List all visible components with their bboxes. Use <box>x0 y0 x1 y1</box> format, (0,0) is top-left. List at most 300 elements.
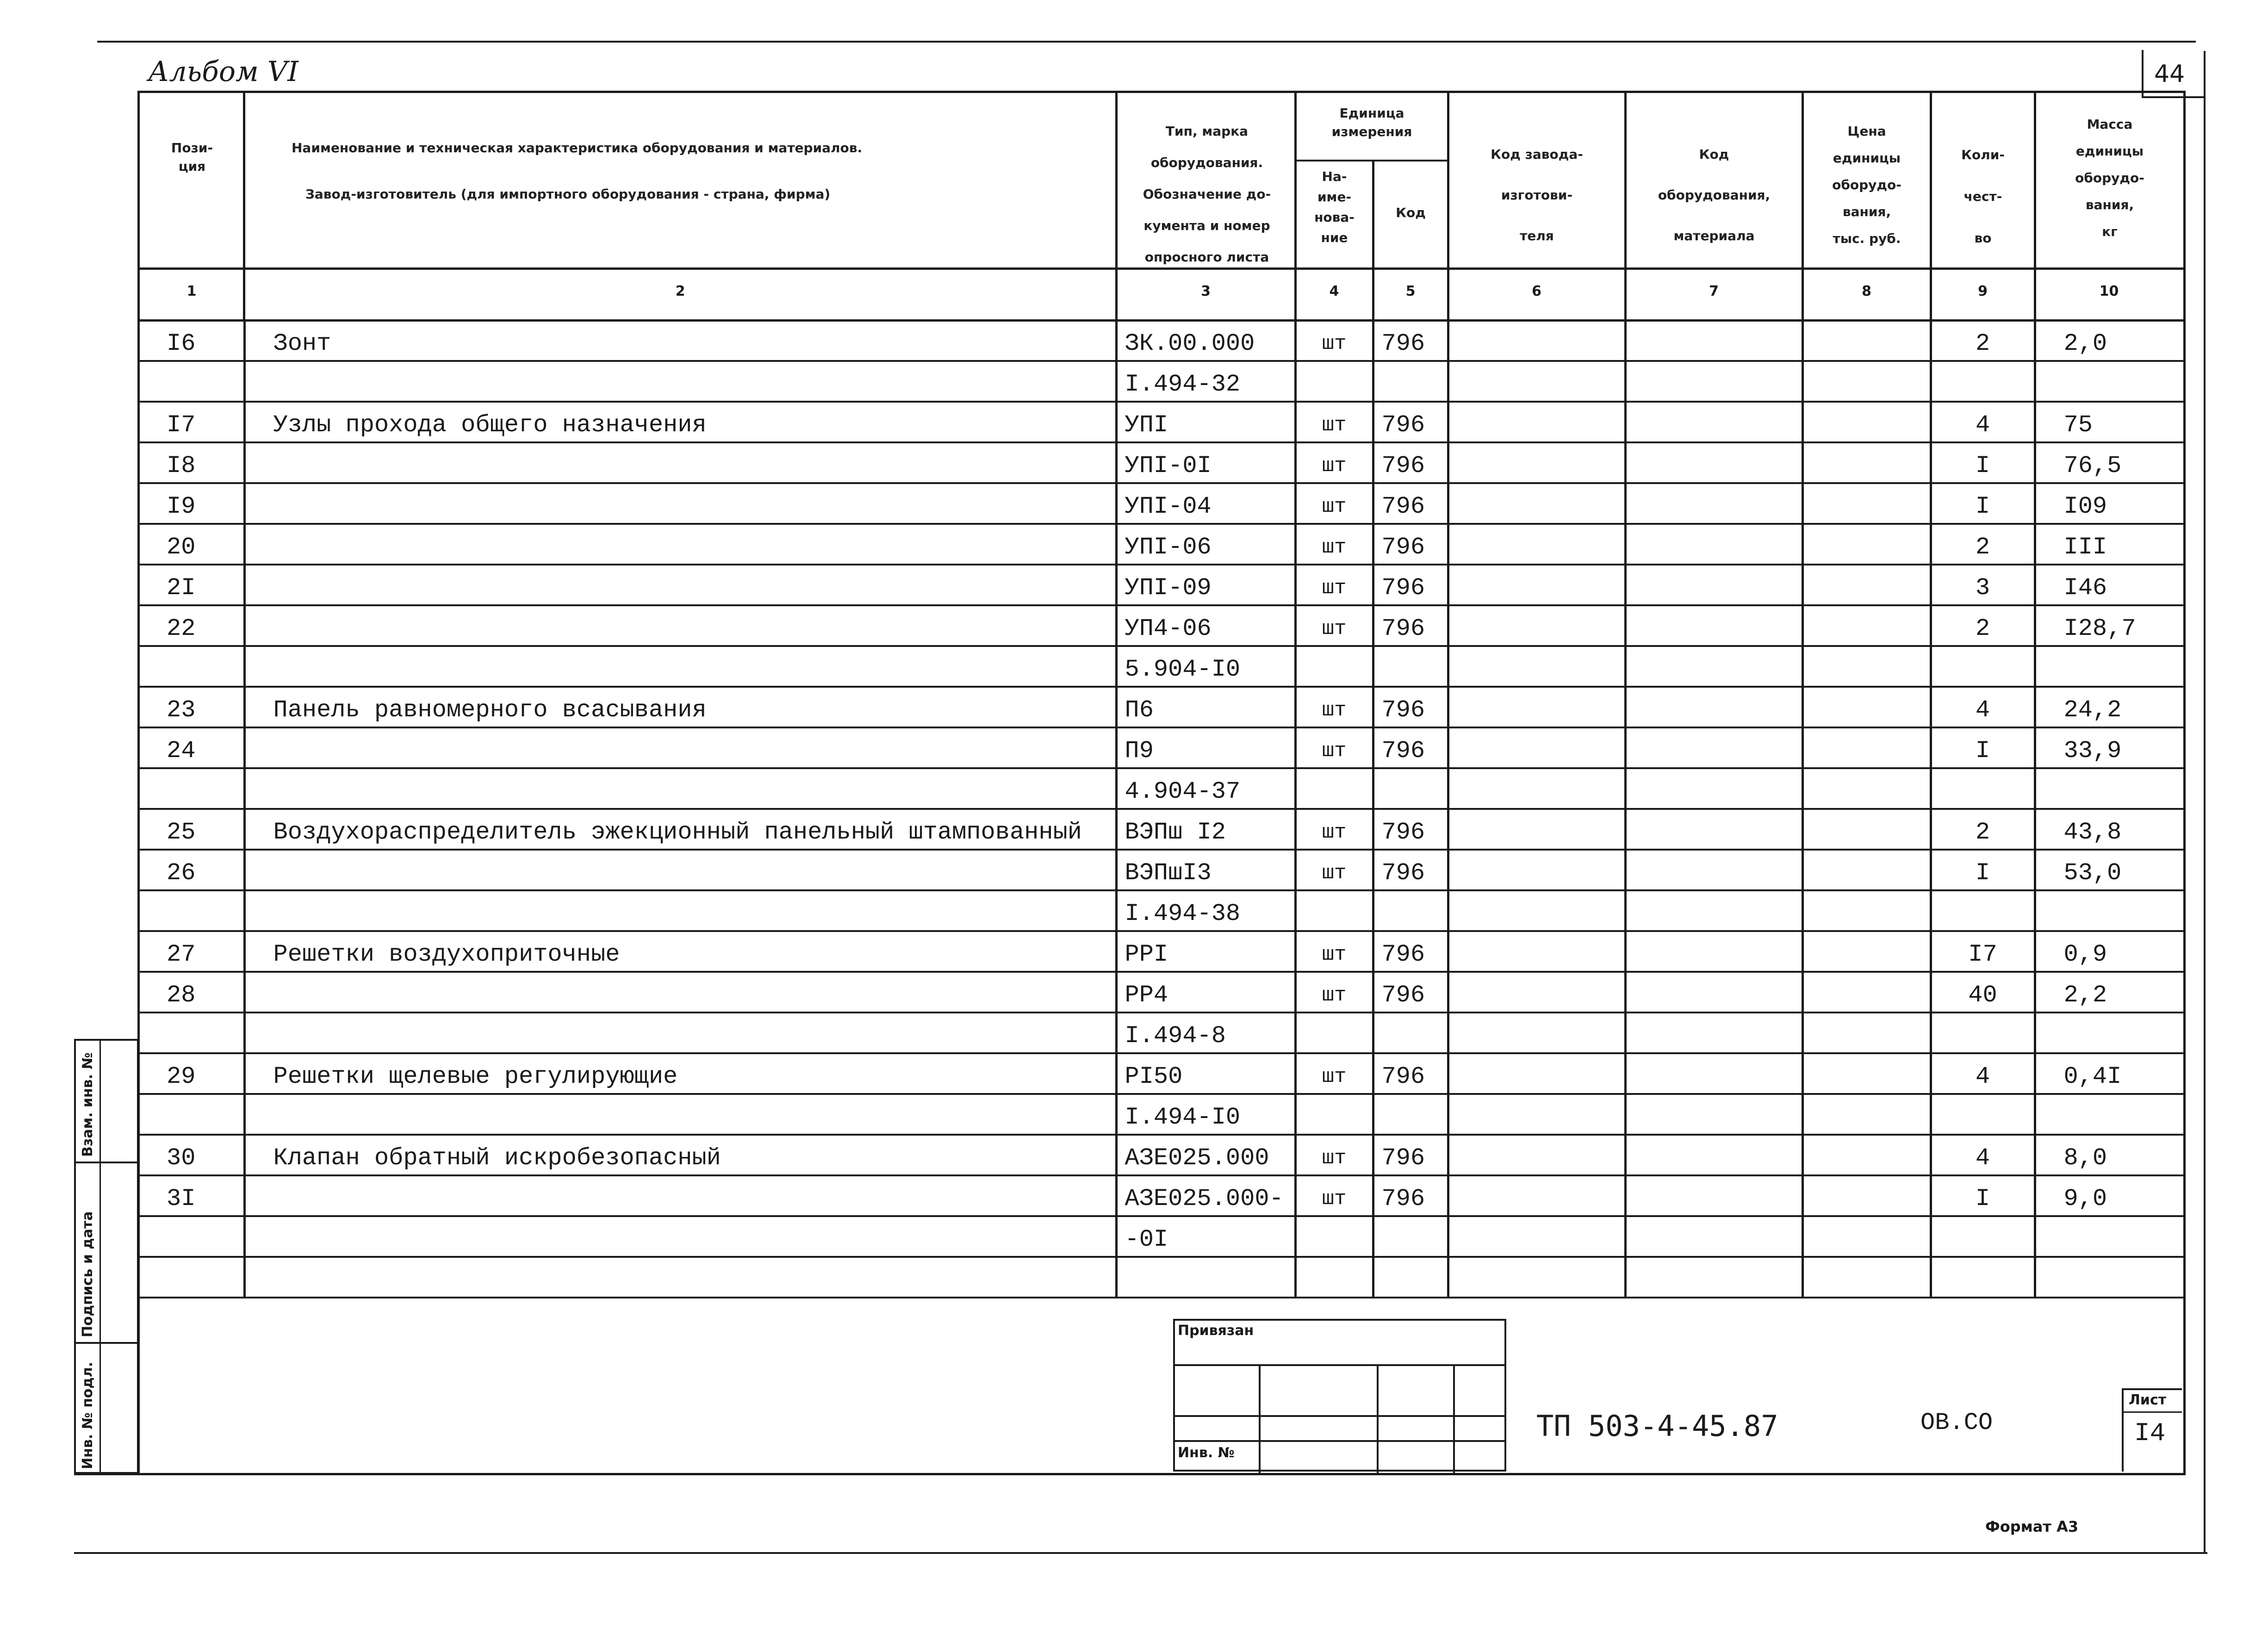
factory-code-cell <box>1448 402 1625 442</box>
equipment-code-cell <box>1625 605 1802 646</box>
table-row <box>139 890 2183 931</box>
type-cell: УПI-0I <box>1116 442 1295 483</box>
price-cell <box>1802 442 1931 483</box>
equipment-code-cell <box>1625 1216 1802 1257</box>
spec-body <box>139 321 2183 1298</box>
table-row <box>139 1175 2183 1216</box>
right-border <box>2204 51 2206 1554</box>
colnum-6: 6 <box>1532 283 1541 299</box>
position-cell: 22 <box>139 605 244 646</box>
table-row <box>139 1257 2183 1298</box>
type-cell: П9 <box>1116 727 1295 768</box>
price-cell <box>1802 1216 1931 1257</box>
mass-cell <box>2035 768 2183 809</box>
factory-code-cell <box>1448 565 1625 605</box>
equipment-code-cell <box>1625 442 1802 483</box>
mass-cell: 33,9 <box>2035 727 2183 768</box>
position-cell: 30 <box>139 1135 244 1175</box>
position-cell <box>139 1013 244 1053</box>
type-cell: РР4 <box>1116 972 1295 1013</box>
price-cell <box>1802 768 1931 809</box>
quantity-cell: I <box>1931 442 2035 483</box>
name-cell <box>244 361 1116 402</box>
type-cell: I.494-I0 <box>1116 1094 1295 1135</box>
mass-cell: 43,8 <box>2035 809 2183 850</box>
unit-code-cell: 796 <box>1373 605 1448 646</box>
unit-name-cell <box>1295 890 1373 931</box>
position-cell <box>139 646 244 687</box>
quantity-cell <box>1931 890 2035 931</box>
table-row <box>139 646 2183 687</box>
table-row <box>139 1094 2183 1135</box>
equipment-code-cell <box>1625 1013 1802 1053</box>
unit-code-cell <box>1373 768 1448 809</box>
mass-cell <box>2035 646 2183 687</box>
name-cell <box>244 442 1116 483</box>
type-cell: РI50 <box>1116 1053 1295 1094</box>
unit-code-cell: 796 <box>1373 1053 1448 1094</box>
mass-cell: I28,7 <box>2035 605 2183 646</box>
type-cell: ЗК.00.000 <box>1116 321 1295 361</box>
quantity-cell: I7 <box>1931 931 2035 972</box>
unit-name-cell: шт <box>1295 605 1373 646</box>
top-border <box>97 41 2196 43</box>
equipment-code-cell <box>1625 890 1802 931</box>
position-cell <box>139 1094 244 1135</box>
type-cell: I.494-38 <box>1116 890 1295 931</box>
mass-cell: 2,0 <box>2035 321 2183 361</box>
price-cell <box>1802 1175 1931 1216</box>
price-cell <box>1802 524 1931 565</box>
table-row <box>139 605 2183 646</box>
unit-name-cell: шт <box>1295 1135 1373 1175</box>
equipment-code-cell <box>1625 727 1802 768</box>
format-label: Формат А3 <box>1985 1518 2079 1535</box>
header-col6: Код завода- изготови- теля <box>1491 147 1583 243</box>
unit-code-cell: 796 <box>1373 483 1448 524</box>
factory-code-cell <box>1448 1135 1625 1175</box>
type-cell: АЗЕ025.000- <box>1116 1175 1295 1216</box>
unit-name-cell: шт <box>1295 402 1373 442</box>
header-col3: Тип, марка оборудования. Обозначение до- кумента и номер опросного листа <box>1143 124 1271 265</box>
name-cell: Узлы прохода общего назначения <box>244 402 1116 442</box>
header-col2-line1: Наименование и техническая характеристика оборудования и материалов. <box>292 140 863 155</box>
name-cell: Зонт <box>244 321 1116 361</box>
name-cell: Клапан обратный искробезопасный <box>244 1135 1116 1175</box>
type-cell: I.494-32 <box>1116 361 1295 402</box>
factory-code-cell <box>1448 321 1625 361</box>
mass-cell <box>2035 1094 2183 1135</box>
colnum-3: 3 <box>1201 283 1211 299</box>
colnum-7: 7 <box>1709 283 1719 299</box>
price-cell <box>1802 1094 1931 1135</box>
mass-cell: 2,2 <box>2035 972 2183 1013</box>
unit-code-cell: 796 <box>1373 687 1448 727</box>
mass-cell: 8,0 <box>2035 1135 2183 1175</box>
price-cell <box>1802 972 1931 1013</box>
mass-cell: 76,5 <box>2035 442 2183 483</box>
header-col2-line2: Завод-изготовитель (для импортного оборудования - страна, фирма) <box>305 186 831 202</box>
position-cell: 3I <box>139 1175 244 1216</box>
side-label-vzam: Взам. инв. № <box>80 1052 96 1157</box>
mass-cell <box>2035 890 2183 931</box>
type-cell: 5.904-I0 <box>1116 646 1295 687</box>
name-cell <box>244 768 1116 809</box>
unit-code-cell: 796 <box>1373 1135 1448 1175</box>
unit-name-cell: шт <box>1295 972 1373 1013</box>
unit-code-cell: 796 <box>1373 727 1448 768</box>
position-cell <box>139 361 244 402</box>
factory-code-cell <box>1448 442 1625 483</box>
unit-code-cell: 796 <box>1373 524 1448 565</box>
mass-cell: III <box>2035 524 2183 565</box>
equipment-code-cell <box>1625 524 1802 565</box>
price-cell <box>1802 1135 1931 1175</box>
position-cell: 25 <box>139 809 244 850</box>
factory-code-cell <box>1448 850 1625 890</box>
table-row <box>139 1135 2183 1175</box>
unit-code-cell <box>1373 1216 1448 1257</box>
factory-code-cell <box>1448 890 1625 931</box>
unit-code-cell: 796 <box>1373 850 1448 890</box>
price-cell <box>1802 1053 1931 1094</box>
unit-name-cell: шт <box>1295 524 1373 565</box>
type-cell <box>1116 1257 1295 1298</box>
side-label-inv-podl: Инв. № подл. <box>80 1361 96 1469</box>
price-cell <box>1802 931 1931 972</box>
unit-code-cell <box>1373 1257 1448 1298</box>
quantity-cell <box>1931 768 2035 809</box>
name-cell <box>244 972 1116 1013</box>
side-line-2 <box>74 1342 139 1344</box>
mass-cell: I09 <box>2035 483 2183 524</box>
mass-cell: 75 <box>2035 402 2183 442</box>
quantity-cell <box>1931 1013 2035 1053</box>
stamp-vline-2 <box>1377 1364 1379 1473</box>
unit-code-cell: 796 <box>1373 931 1448 972</box>
equipment-code-cell <box>1625 483 1802 524</box>
unit-name-cell: шт <box>1295 809 1373 850</box>
factory-code-cell <box>1448 1094 1625 1135</box>
factory-code-cell <box>1448 931 1625 972</box>
stamp-line-1 <box>1173 1364 1506 1366</box>
name-cell: Воздухораспределитель эжекционный панельный штампованный <box>244 809 1116 850</box>
factory-code-cell <box>1448 687 1625 727</box>
header-col7: Код оборудования, материала <box>1658 147 1771 243</box>
quantity-cell: 4 <box>1931 402 2035 442</box>
type-cell: РРI <box>1116 931 1295 972</box>
doc-suffix: ОВ.СО <box>1920 1409 1993 1436</box>
price-cell <box>1802 361 1931 402</box>
frame-top <box>139 91 2183 93</box>
equipment-code-cell <box>1625 1094 1802 1135</box>
table-row <box>139 524 2183 565</box>
name-cell <box>244 1257 1116 1298</box>
table-row <box>139 442 2183 483</box>
header-col1: Пози- ция <box>171 140 213 174</box>
position-cell <box>139 1257 244 1298</box>
unit-code-cell: 796 <box>1373 809 1448 850</box>
stamp-vline-3 <box>1453 1364 1455 1473</box>
mass-cell: 0,9 <box>2035 931 2183 972</box>
factory-code-cell <box>1448 646 1625 687</box>
quantity-cell: I <box>1931 727 2035 768</box>
equipment-code-cell <box>1625 1257 1802 1298</box>
quantity-cell <box>1931 1257 2035 1298</box>
stamp-line-2 <box>1173 1415 1506 1417</box>
quantity-cell: 4 <box>1931 1135 2035 1175</box>
equipment-code-cell <box>1625 1135 1802 1175</box>
unit-code-cell: 796 <box>1373 565 1448 605</box>
equipment-code-cell <box>1625 1175 1802 1216</box>
page-number: 44 <box>2154 60 2185 88</box>
header-col8: Цена единицы оборудо- вания, тыс. руб. <box>1832 124 1901 246</box>
unit-code-cell <box>1373 1094 1448 1135</box>
table-row <box>139 931 2183 972</box>
factory-code-cell <box>1448 809 1625 850</box>
unit-code-cell: 796 <box>1373 1175 1448 1216</box>
unit-code-cell <box>1373 890 1448 931</box>
side-line-1 <box>74 1162 139 1163</box>
name-cell <box>244 890 1116 931</box>
unit-name-cell: шт <box>1295 442 1373 483</box>
equipment-code-cell <box>1625 402 1802 442</box>
quantity-cell: I <box>1931 850 2035 890</box>
album-label: Альбом VI <box>148 56 298 88</box>
factory-code-cell <box>1448 1013 1625 1053</box>
table-row <box>139 321 2183 361</box>
name-cell: Панель равномерного всасывания <box>244 687 1116 727</box>
unit-name-cell: шт <box>1295 687 1373 727</box>
equipment-code-cell <box>1625 687 1802 727</box>
mass-cell: 53,0 <box>2035 850 2183 890</box>
table-row <box>139 1216 2183 1257</box>
name-cell <box>244 850 1116 890</box>
price-cell <box>1802 727 1931 768</box>
type-cell: АЗЕ025.000 <box>1116 1135 1295 1175</box>
factory-code-cell <box>1448 361 1625 402</box>
position-cell: 20 <box>139 524 244 565</box>
price-cell <box>1802 321 1931 361</box>
name-cell: Решетки щелевые регулирующие <box>244 1053 1116 1094</box>
factory-code-cell <box>1448 1257 1625 1298</box>
type-cell: I.494-8 <box>1116 1013 1295 1053</box>
position-cell <box>139 1216 244 1257</box>
position-cell <box>139 890 244 931</box>
position-cell: 29 <box>139 1053 244 1094</box>
unit-name-cell: шт <box>1295 727 1373 768</box>
type-cell: УПI-06 <box>1116 524 1295 565</box>
sheet-split <box>2122 1411 2182 1413</box>
price-cell <box>1802 1013 1931 1053</box>
equipment-code-cell <box>1625 850 1802 890</box>
position-cell: 27 <box>139 931 244 972</box>
colnum-9: 9 <box>1978 283 1988 299</box>
table-row <box>139 972 2183 1013</box>
equipment-code-cell <box>1625 361 1802 402</box>
stamp-attached-label: Привязан <box>1178 1323 1254 1339</box>
table-row <box>139 565 2183 605</box>
price-cell <box>1802 483 1931 524</box>
factory-code-cell <box>1448 524 1625 565</box>
equipment-code-cell <box>1625 646 1802 687</box>
quantity-cell: 2 <box>1931 809 2035 850</box>
type-cell: УПI-09 <box>1116 565 1295 605</box>
name-cell <box>244 524 1116 565</box>
factory-code-cell <box>1448 972 1625 1013</box>
quantity-cell: 4 <box>1931 687 2035 727</box>
unit-code-cell: 796 <box>1373 321 1448 361</box>
price-cell <box>1802 402 1931 442</box>
unit-name-cell: шт <box>1295 931 1373 972</box>
factory-code-cell <box>1448 483 1625 524</box>
header-col10: Масса единицы оборудо- вания, кг <box>2075 117 2144 239</box>
colnum-1: 1 <box>186 283 197 299</box>
equipment-code-cell <box>1625 768 1802 809</box>
name-cell <box>244 646 1116 687</box>
type-cell: -0I <box>1116 1216 1295 1257</box>
price-cell <box>1802 687 1931 727</box>
price-cell <box>1802 850 1931 890</box>
name-cell: Решетки воздухоприточные <box>244 931 1116 972</box>
sheet-number: I4 <box>2134 1418 2166 1448</box>
quantity-cell: I <box>1931 1175 2035 1216</box>
name-cell <box>244 1094 1116 1135</box>
table-row <box>139 361 2183 402</box>
name-cell <box>244 1013 1116 1053</box>
position-cell: 28 <box>139 972 244 1013</box>
factory-code-cell <box>1448 605 1625 646</box>
position-cell: 23 <box>139 687 244 727</box>
unit-name-cell: шт <box>1295 1175 1373 1216</box>
table-row <box>139 768 2183 809</box>
quantity-cell <box>1931 361 2035 402</box>
mass-cell <box>2035 1013 2183 1053</box>
price-cell <box>1802 565 1931 605</box>
mass-cell: 0,4I <box>2035 1053 2183 1094</box>
unit-name-cell: шт <box>1295 483 1373 524</box>
quantity-cell: 2 <box>1931 321 2035 361</box>
colnum-5: 5 <box>1405 283 1416 299</box>
position-cell: I7 <box>139 402 244 442</box>
colnum-8: 8 <box>1862 283 1871 299</box>
header-unit-group: Единица измерения <box>1331 106 1412 139</box>
price-cell <box>1802 890 1931 931</box>
unit-name-cell: шт <box>1295 1053 1373 1094</box>
header-col4: На- име- нова- ние <box>1314 169 1355 245</box>
position-cell: 26 <box>139 850 244 890</box>
position-cell: I8 <box>139 442 244 483</box>
factory-code-cell <box>1448 727 1625 768</box>
frame-bottom <box>74 1473 2186 1475</box>
unit-name-cell <box>1295 646 1373 687</box>
bottom-border <box>74 1552 2207 1554</box>
quantity-cell: 40 <box>1931 972 2035 1013</box>
quantity-cell: 3 <box>1931 565 2035 605</box>
equipment-code-cell <box>1625 931 1802 972</box>
stamp-inv-label: Инв. № <box>1178 1445 1235 1461</box>
name-cell <box>244 1175 1116 1216</box>
unit-code-cell <box>1373 361 1448 402</box>
name-cell <box>244 1216 1116 1257</box>
table-row <box>139 727 2183 768</box>
frame-right <box>2183 91 2186 1475</box>
equipment-code-cell <box>1625 972 1802 1013</box>
type-cell: П6 <box>1116 687 1295 727</box>
quantity-cell <box>1931 1094 2035 1135</box>
side-split <box>99 1039 101 1474</box>
header-col5: Код <box>1396 205 1426 220</box>
table-row <box>139 809 2183 850</box>
table-row <box>139 402 2183 442</box>
mass-cell: 24,2 <box>2035 687 2183 727</box>
quantity-cell <box>1931 646 2035 687</box>
colnum-2: 2 <box>675 283 685 299</box>
unit-name-cell <box>1295 1257 1373 1298</box>
colnum-4: 4 <box>1329 283 1339 299</box>
unit-name-cell: шт <box>1295 321 1373 361</box>
mass-cell <box>2035 1257 2183 1298</box>
unit-split-line <box>1294 160 1447 162</box>
table-row <box>139 687 2183 727</box>
type-cell: УП4-06 <box>1116 605 1295 646</box>
price-cell <box>1802 809 1931 850</box>
name-cell <box>244 605 1116 646</box>
header-col9: Коли- чест- во <box>1961 147 2005 246</box>
quantity-cell: 2 <box>1931 524 2035 565</box>
unit-code-cell <box>1373 646 1448 687</box>
type-cell: УПI <box>1116 402 1295 442</box>
unit-code-cell <box>1373 1013 1448 1053</box>
name-cell <box>244 565 1116 605</box>
stamp-vline-1 <box>1259 1364 1261 1473</box>
unit-code-cell: 796 <box>1373 442 1448 483</box>
mass-cell <box>2035 1216 2183 1257</box>
factory-code-cell <box>1448 768 1625 809</box>
quantity-cell: 4 <box>1931 1053 2035 1094</box>
stamp-line-3 <box>1173 1440 1506 1442</box>
doc-code: ТП 503-4-45.87 <box>1536 1409 1778 1443</box>
factory-code-cell <box>1448 1175 1625 1216</box>
quantity-cell <box>1931 1216 2035 1257</box>
type-cell: 4.904-37 <box>1116 768 1295 809</box>
factory-code-cell <box>1448 1216 1625 1257</box>
position-cell: 2I <box>139 565 244 605</box>
unit-code-cell: 796 <box>1373 402 1448 442</box>
name-cell <box>244 483 1116 524</box>
name-cell <box>244 727 1116 768</box>
table-row <box>139 1013 2183 1053</box>
quantity-cell: I <box>1931 483 2035 524</box>
position-cell <box>139 768 244 809</box>
type-cell: ВЭПш I2 <box>1116 809 1295 850</box>
unit-name-cell <box>1295 361 1373 402</box>
unit-code-cell: 796 <box>1373 972 1448 1013</box>
unit-name-cell <box>1295 1013 1373 1053</box>
unit-name-cell <box>1295 1094 1373 1135</box>
equipment-code-cell <box>1625 809 1802 850</box>
price-cell <box>1802 646 1931 687</box>
colnum-10: 10 <box>2099 283 2119 299</box>
unit-name-cell: шт <box>1295 565 1373 605</box>
position-cell: I9 <box>139 483 244 524</box>
position-cell: 24 <box>139 727 244 768</box>
quantity-cell: 2 <box>1931 605 2035 646</box>
factory-code-cell <box>1448 1053 1625 1094</box>
sheet-label: Лист <box>2129 1392 2167 1408</box>
mass-cell <box>2035 361 2183 402</box>
unit-name-cell <box>1295 768 1373 809</box>
